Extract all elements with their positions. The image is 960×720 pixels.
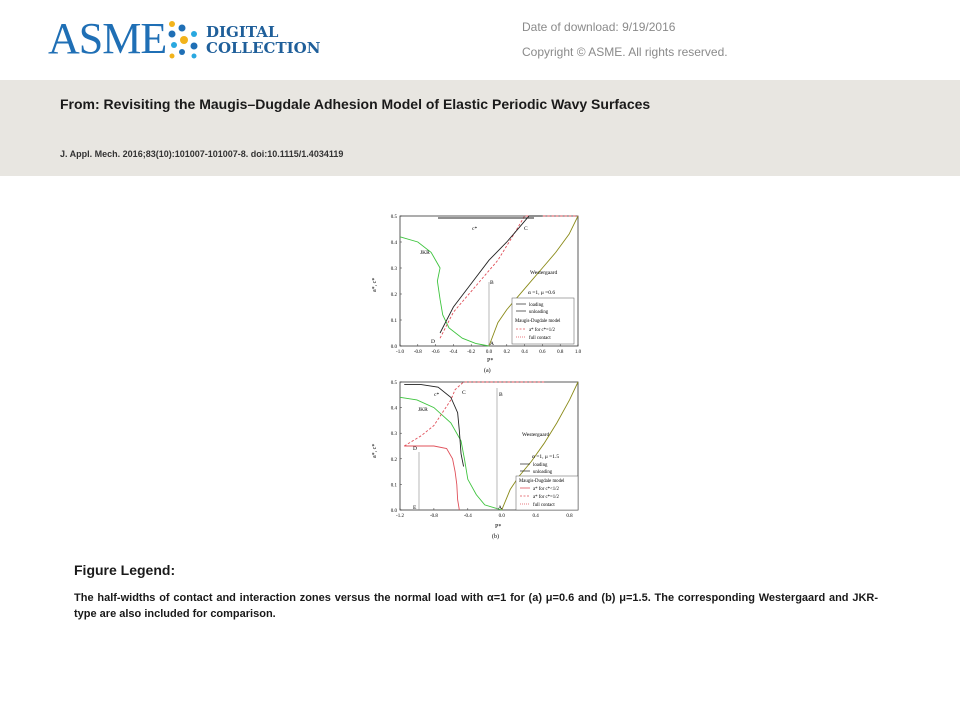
point-a: A (490, 341, 494, 347)
logo-subtitle-line1: DIGITAL (206, 23, 279, 41)
series-line-a-for-c-1-2 (404, 446, 459, 510)
legend-loading: loading (529, 303, 544, 308)
ylabel: a*, c* (372, 277, 378, 292)
cstar-label: c* (434, 392, 440, 398)
legend-unloading: unloading (529, 310, 549, 315)
jkr-label: JKR (420, 250, 430, 256)
legend-a-for-lt: a* for c*<1/2 (533, 487, 559, 492)
y-tick-label: 0.3 (390, 267, 397, 272)
x-tick-label: 0.8 (566, 514, 573, 519)
legend-full-contact: full contact (533, 503, 555, 508)
point-d: D (413, 446, 417, 452)
article-citation: J. Appl. Mech. 2016;83(10):101007-101007-8. doi:10.1115/1.4034119 (60, 149, 344, 159)
asme-digital-collection-logo[interactable] (48, 10, 328, 66)
y-tick-label: 0.5 (390, 215, 397, 220)
params-label: α =1, μ =0.6 (528, 290, 556, 296)
y-tick-label: 0.5 (390, 381, 397, 386)
legend-md-title: Maugis-Dugdale model (515, 319, 561, 324)
y-tick-label: 0.0 (390, 509, 397, 514)
x-tick-label: 0.8 (557, 350, 564, 355)
x-tick-label: -0.6 (431, 350, 440, 355)
x-tick-label: -1.0 (396, 350, 404, 355)
westergaard-label: Westergaard (530, 270, 558, 276)
download-date: Date of download: 9/19/2016 (522, 20, 676, 34)
figure-panel-a (366, 212, 590, 376)
logo-subtitle-line2: COLLECTION (206, 39, 321, 57)
y-tick-label: 0.0 (390, 345, 397, 350)
xlabel: P* (487, 358, 494, 364)
legend-loading: loading (533, 463, 548, 468)
x-tick-label: -0.8 (413, 350, 422, 355)
xlabel: P* (495, 524, 502, 530)
legend-a-for: a* for c*=1/2 (529, 328, 555, 333)
legend-a-for-eq: a* for c*=1/2 (533, 495, 559, 500)
logo-dots-icon (164, 18, 204, 62)
x-tick-label: 1.0 (574, 350, 582, 355)
x-tick-label: 0.6 (539, 350, 546, 355)
figure-legend-text: The half-widths of contact and interaction zones versus the normal load with α=1 for (a) μ=0.6 and (b) μ=1.5. The corresponding Westergaard and JKR-type are also included for comparison. (74, 592, 878, 620)
legend-box (516, 463, 578, 510)
y-tick-label: 0.1 (390, 319, 397, 324)
y-tick-label: 0.2 (390, 293, 397, 298)
article-title: From: Revisiting the Maugis–Dugdale Adhesion Model of Elastic Periodic Wavy Surfaces (60, 96, 651, 112)
legend-unloading: unloading (533, 470, 553, 475)
x-tick-label: 0.4 (532, 514, 539, 519)
logo-subtitle (206, 24, 320, 56)
westergaard-label: Westergaard (522, 432, 550, 438)
point-c: C (462, 390, 466, 396)
jkr-label: JKR (418, 407, 428, 413)
panel-caption: (a) (484, 368, 491, 374)
x-tick-label: 0.4 (521, 350, 528, 355)
copyright-notice: Copyright © ASME. All rights reserved. (522, 45, 728, 59)
x-tick-label: 0.0 (498, 514, 505, 519)
ylabel: a*, c* (372, 443, 378, 458)
x-tick-label: -0.2 (467, 350, 476, 355)
logo-wordmark: ASME (48, 14, 167, 63)
point-b: B (499, 392, 503, 398)
figure-legend-heading: Figure Legend: (74, 562, 176, 578)
point-a: A (498, 505, 502, 511)
panel-caption: (b) (492, 534, 499, 540)
point-b: B (490, 280, 494, 286)
x-tick-label: -0.4 (463, 514, 472, 519)
x-tick-label: 0.2 (503, 350, 510, 355)
x-tick-label: 0.0 (485, 350, 493, 355)
legend-md-title: Maugis-Dugdale model (519, 479, 565, 484)
point-c: C (524, 226, 528, 232)
cstar-label: c* (472, 226, 478, 232)
point-e: E (413, 505, 417, 511)
y-tick-label: 0.1 (390, 483, 397, 489)
x-tick-label: -0.8 (429, 514, 438, 519)
y-tick-label: 0.3 (390, 432, 397, 438)
figure-panel-b (366, 378, 590, 544)
x-tick-label: -1.2 (396, 514, 404, 519)
params-label: α =1, μ =1.5 (532, 454, 560, 460)
title-band (0, 80, 960, 176)
legend-box (512, 298, 574, 344)
legend-full-contact: full contact (529, 336, 551, 341)
y-tick-label: 0.4 (390, 241, 397, 246)
y-tick-label: 0.2 (390, 457, 397, 463)
point-d: D (431, 339, 435, 345)
y-tick-label: 0.4 (390, 406, 397, 412)
x-tick-label: -0.4 (449, 350, 458, 355)
series-line-jkr (400, 397, 502, 510)
